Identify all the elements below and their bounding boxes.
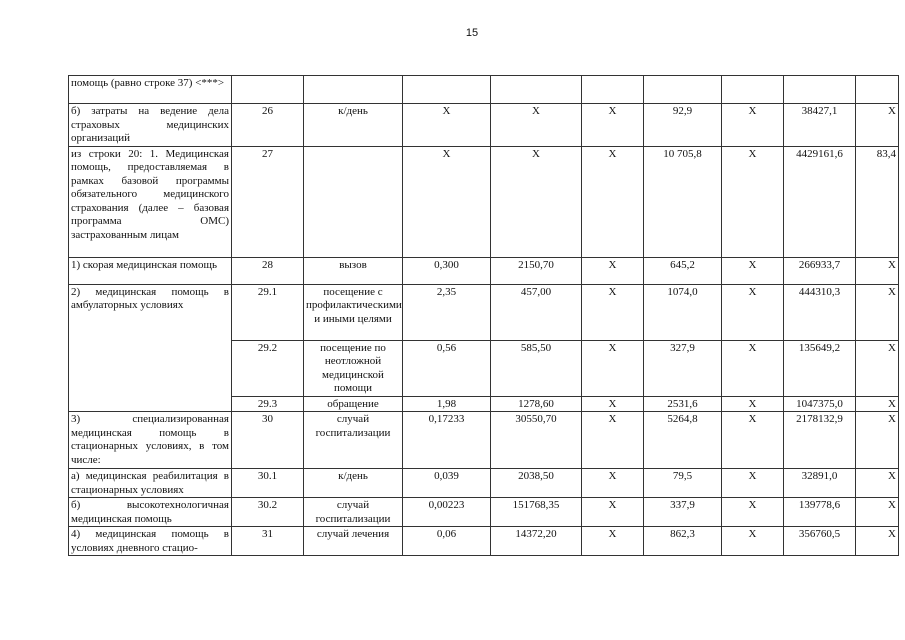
value-cell: 862,3 — [644, 527, 722, 556]
value-cell: 4429161,6 — [784, 146, 856, 257]
value-cell: X — [582, 146, 644, 257]
row-label: 3) специализированная медицинская помощь в стационарных условиях, в том числе: — [69, 412, 232, 469]
row-label: б) затраты на ведение дела страховых медицинских организаций — [69, 104, 232, 147]
percent-cell — [856, 76, 899, 104]
value-cell: X — [722, 284, 784, 340]
cost-cell: 457,00 — [491, 284, 582, 340]
row-label: а) медицинская реабилитация в стационарных условиях — [69, 469, 232, 498]
value-cell: 1047375,0 — [784, 396, 856, 412]
value-cell: X — [722, 340, 784, 396]
percent-cell: 83,4 — [856, 146, 899, 257]
volume-cell: 2,35 — [403, 284, 491, 340]
cost-cell: X — [491, 146, 582, 257]
row-number: 30.1 — [232, 469, 304, 498]
cost-cell: 2150,70 — [491, 257, 582, 284]
value-cell: X — [722, 104, 784, 147]
row-number: 29.2 — [232, 340, 304, 396]
row-label: 1) скорая медицинская помощь — [69, 257, 232, 284]
value-cell: X — [582, 412, 644, 469]
row-number: 27 — [232, 146, 304, 257]
value-cell: X — [582, 498, 644, 527]
percent-cell: X — [856, 340, 899, 396]
unit-cell: к/день — [304, 469, 403, 498]
table-row — [69, 469, 899, 498]
value-cell: 444310,3 — [784, 284, 856, 340]
value-cell — [644, 76, 722, 104]
volume-cell: 0,00223 — [403, 498, 491, 527]
value-cell: 2531,6 — [644, 396, 722, 412]
cost-cell: X — [491, 104, 582, 147]
row-label: 2) медицинская помощь в амбулаторных условиях — [69, 284, 232, 412]
value-cell: X — [582, 104, 644, 147]
percent-cell: X — [856, 412, 899, 469]
value-cell: X — [582, 527, 644, 556]
value-cell — [582, 76, 644, 104]
table-row — [69, 527, 899, 556]
value-cell: X — [722, 412, 784, 469]
volume-cell — [403, 76, 491, 104]
table-row — [69, 257, 899, 284]
value-cell: X — [722, 396, 784, 412]
value-cell: X — [722, 527, 784, 556]
percent-cell: X — [856, 104, 899, 147]
value-cell: 92,9 — [644, 104, 722, 147]
row-label: б) высокотехнологичная медицинская помощь — [69, 498, 232, 527]
value-cell: X — [722, 146, 784, 257]
value-cell: 266933,7 — [784, 257, 856, 284]
cost-cell: 585,50 — [491, 340, 582, 396]
value-cell: 337,9 — [644, 498, 722, 527]
value-cell: X — [582, 257, 644, 284]
volume-cell: 1,98 — [403, 396, 491, 412]
volume-cell: 0,56 — [403, 340, 491, 396]
cost-cell: 30550,70 — [491, 412, 582, 469]
percent-cell: X — [856, 527, 899, 556]
value-cell: X — [722, 469, 784, 498]
row-number: 31 — [232, 527, 304, 556]
unit-cell: к/день — [304, 104, 403, 147]
volume-cell: 0,300 — [403, 257, 491, 284]
value-cell — [722, 76, 784, 104]
value-cell: 79,5 — [644, 469, 722, 498]
table-row — [69, 76, 899, 104]
value-cell: 2178132,9 — [784, 412, 856, 469]
table-row — [69, 146, 899, 257]
percent-cell: X — [856, 469, 899, 498]
row-number: 29.1 — [232, 284, 304, 340]
row-label: 4) медицинская помощь в условиях дневного стацио- — [69, 527, 232, 556]
cost-cell: 151768,35 — [491, 498, 582, 527]
value-cell: X — [582, 469, 644, 498]
table-row — [69, 104, 899, 147]
table-row — [69, 498, 899, 527]
unit-cell: случай госпитализации — [304, 412, 403, 469]
percent-cell: X — [856, 498, 899, 527]
value-cell: 135649,2 — [784, 340, 856, 396]
value-cell: 1074,0 — [644, 284, 722, 340]
value-cell: 356760,5 — [784, 527, 856, 556]
volume-cell: X — [403, 104, 491, 147]
volume-cell: 0,06 — [403, 527, 491, 556]
volume-cell: 0,17233 — [403, 412, 491, 469]
row-label: помощь (равно строке 37) <***> — [69, 76, 232, 104]
percent-cell: X — [856, 284, 899, 340]
percent-cell: X — [856, 257, 899, 284]
row-number — [232, 76, 304, 104]
value-cell: 645,2 — [644, 257, 722, 284]
value-cell: 327,9 — [644, 340, 722, 396]
value-cell: X — [582, 340, 644, 396]
value-cell: 38427,1 — [784, 104, 856, 147]
cost-cell — [491, 76, 582, 104]
value-cell: 139778,6 — [784, 498, 856, 527]
unit-cell: посещение по неотложной медицинской помощи — [304, 340, 403, 396]
volume-cell: 0,039 — [403, 469, 491, 498]
unit-cell: случай госпитализации — [304, 498, 403, 527]
percent-cell: X — [856, 396, 899, 412]
row-number: 26 — [232, 104, 304, 147]
value-cell: X — [582, 284, 644, 340]
cost-cell: 1278,60 — [491, 396, 582, 412]
volume-cell: X — [403, 146, 491, 257]
value-cell: X — [722, 257, 784, 284]
cost-cell: 14372,20 — [491, 527, 582, 556]
value-cell: X — [722, 498, 784, 527]
data-table — [68, 75, 899, 556]
table-row — [69, 412, 899, 469]
row-number: 29.3 — [232, 396, 304, 412]
value-cell: 10 705,8 — [644, 146, 722, 257]
unit-cell — [304, 76, 403, 104]
value-cell: 5264,8 — [644, 412, 722, 469]
value-cell: X — [582, 396, 644, 412]
unit-cell: вызов — [304, 257, 403, 284]
unit-cell: случай лечения — [304, 527, 403, 556]
value-cell — [784, 76, 856, 104]
value-cell: 32891,0 — [784, 469, 856, 498]
unit-cell: обращение — [304, 396, 403, 412]
cost-cell: 2038,50 — [491, 469, 582, 498]
unit-cell: посещение с профилактическими и иными целями — [304, 284, 403, 340]
table-row — [69, 284, 899, 340]
row-number: 30.2 — [232, 498, 304, 527]
unit-cell — [304, 146, 403, 257]
row-number: 30 — [232, 412, 304, 469]
row-label: из строки 20: 1. Медицинская помощь, предоставляемая в рамках базовой программы обязательного медицинского страхования (далее – базовая программа ОМС) застрахованным лицам — [69, 146, 232, 257]
row-number: 28 — [232, 257, 304, 284]
page-number: 15 — [465, 27, 479, 39]
